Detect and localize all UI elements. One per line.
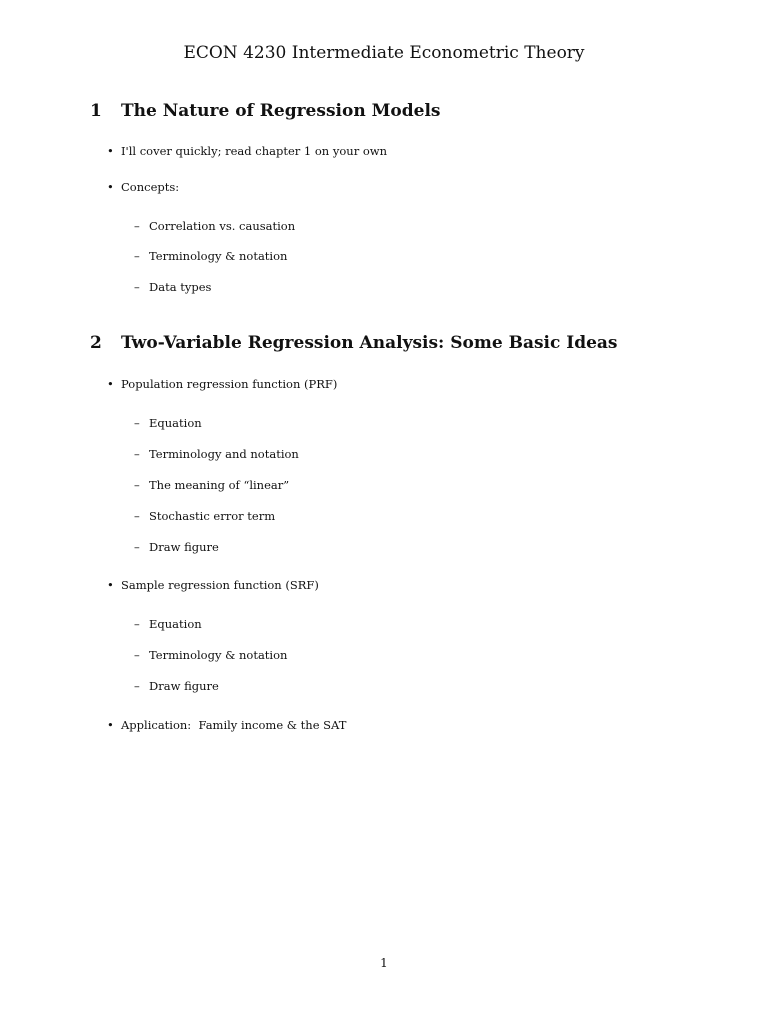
sub-list-item (134, 218, 295, 234)
dash-icon: – (134, 280, 140, 294)
sub-list-item-text: The meaning of “linear” (149, 478, 290, 492)
list-item-text: Concepts: (121, 180, 180, 194)
section-number: 2 (90, 333, 102, 353)
bullet-icon: • (107, 144, 114, 158)
sub-list-item-text: Stochastic error term (149, 509, 276, 523)
list-item-text: Application: Family income & the SAT (121, 718, 347, 732)
sub-list-item (134, 539, 219, 555)
sub-list-item-text: Terminology and notation (149, 447, 299, 461)
list-item (107, 577, 319, 593)
sub-list-item-text: Correlation vs. causation (149, 219, 296, 233)
bullet-icon: • (107, 377, 114, 391)
list-item-text: Population regression function (PRF) (121, 377, 338, 391)
sub-list-item (134, 415, 202, 431)
dash-icon: – (134, 540, 140, 554)
dash-icon: – (134, 679, 140, 693)
list-item-text: Sample regression function (SRF) (121, 578, 319, 592)
list-item (107, 143, 387, 159)
sub-list-item-text: Equation (149, 617, 202, 631)
dash-icon: – (134, 416, 140, 430)
sub-list-item-text: Terminology & notation (149, 249, 288, 263)
dash-icon: – (134, 219, 140, 233)
section-title: Two-Variable Regression Analysis: Some Basic Ideas (121, 333, 618, 353)
sub-list-item-text: Equation (149, 416, 202, 430)
bullet-icon: • (107, 718, 114, 732)
sub-list-item (134, 279, 211, 295)
dash-icon: – (134, 478, 140, 492)
sub-list-item (134, 446, 299, 462)
list-item-text: I'll cover quickly; read chapter 1 on your own (121, 144, 388, 158)
sub-list-item-text: Data types (149, 280, 212, 294)
section-heading-2 (90, 331, 618, 355)
page-number: 1 (380, 956, 388, 970)
sub-list-item (134, 647, 287, 663)
document-title: ECON 4230 Intermediate Econometric Theory (183, 43, 585, 63)
sub-list-item-text: Draw figure (149, 679, 219, 693)
list-item (107, 376, 337, 392)
sub-list-item (134, 248, 287, 264)
bullet-icon: • (107, 578, 114, 592)
sub-list-item (134, 616, 202, 632)
list-item (107, 179, 179, 195)
dash-icon: – (134, 447, 140, 461)
sub-list-item (134, 477, 289, 493)
list-item (107, 717, 346, 733)
sub-list-item (134, 678, 219, 694)
section-number: 1 (90, 101, 102, 121)
dash-icon: – (134, 509, 140, 523)
section-heading-1 (90, 99, 440, 123)
sub-list-item-text: Terminology & notation (149, 648, 288, 662)
sub-list-item-text: Draw figure (149, 540, 219, 554)
sub-list-item (134, 508, 275, 524)
dash-icon: – (134, 648, 140, 662)
dash-icon: – (134, 617, 140, 631)
dash-icon: – (134, 249, 140, 263)
section-title: The Nature of Regression Models (121, 101, 441, 121)
bullet-icon: • (107, 180, 114, 194)
